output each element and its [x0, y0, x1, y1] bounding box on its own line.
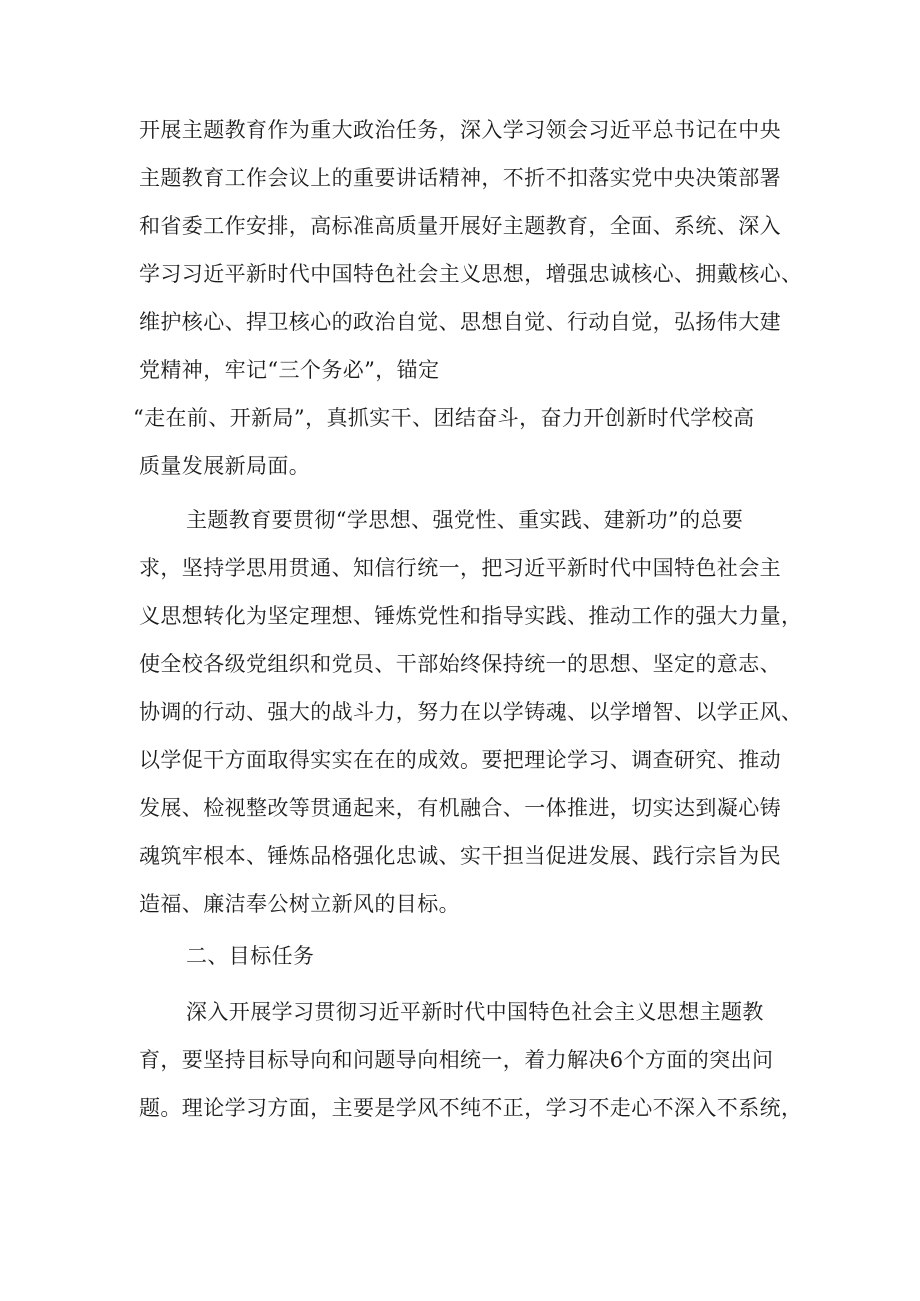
paragraph-1-line-7: “走在前、开新局”，真抓实干、团结奋斗，奋力开创新时代学校高 — [133, 406, 755, 430]
paragraph-1-line-6: 党精神，牢记“三个务必”，锚定 — [139, 358, 440, 382]
paragraph-3-line-1: 深入开展学习贯彻习近平新时代中国特色社会主义思想主题教 — [186, 1000, 764, 1024]
paragraph-1-line-2: 主题教育工作会议上的重要讲话精神，不折不扣落实党中央决策部署 — [139, 166, 781, 190]
paragraph-2-line-6: 以学促干方面取得实实在在的成效。要把理论学习、调查研究、推动 — [139, 748, 781, 772]
paragraph-2-line-8: 魂筑牢根本、锤炼品格强化忠诚、实干担当促进发展、践行宗旨为民 — [139, 844, 781, 868]
paragraph-1-line-3: 和省委工作安排，高标准高质量开展好主题教育，全面、系统、深入 — [139, 214, 781, 238]
paragraph-1-line-8: 质量发展新局面。 — [139, 454, 311, 478]
paragraph-2-line-5: 协调的行动、强大的战斗力，努力在以学铸魂、以学增智、以学正风、 — [139, 700, 803, 724]
paragraph-2-line-2: 求，坚持学思用贯通、知信行统一，把习近平新时代中国特色社会主 — [139, 556, 781, 580]
paragraph-2-line-4: 使全校各级党组织和党员、干部始终保持统一的思想、坚定的意志、 — [139, 652, 781, 676]
paragraph-1-line-4: 学习习近平新时代中国特色社会主义思想，增强忠诚核心、拥戴核心、 — [139, 262, 803, 286]
paragraph-2-line-7: 发展、检视整改等贯通起来，有机融合、一体推进，切实达到凝心铸 — [139, 796, 781, 820]
paragraph-1-line-5: 维护核心、捍卫核心的政治自觉、思想自觉、行动自觉，弘扬伟大建 — [139, 310, 781, 334]
paragraph-2-line-9: 造福、廉洁奉公树立新风的目标。 — [139, 892, 460, 916]
section-heading: 二、目标任务 — [186, 944, 315, 968]
paragraph-2-line-1: 主题教育要贯彻“学思想、强党性、重实践、建新功”的总要 — [186, 508, 744, 532]
paragraph-2-line-3: 义思想转化为坚定理想、锤炼党性和指导实践、推动工作的强大力量， — [139, 604, 803, 628]
paragraph-1-line-1: 开展主题教育作为重大政治任务，深入学习领会习近平总书记在中央 — [139, 118, 781, 142]
paragraph-3-line-2: 育，要坚持目标导向和问题导向相统一，着力解决6个方面的突出问 — [139, 1048, 774, 1072]
paragraph-3-line-3: 题。理论学习方面，主要是学风不纯不正，学习不走心不深入不系统， — [139, 1096, 803, 1120]
